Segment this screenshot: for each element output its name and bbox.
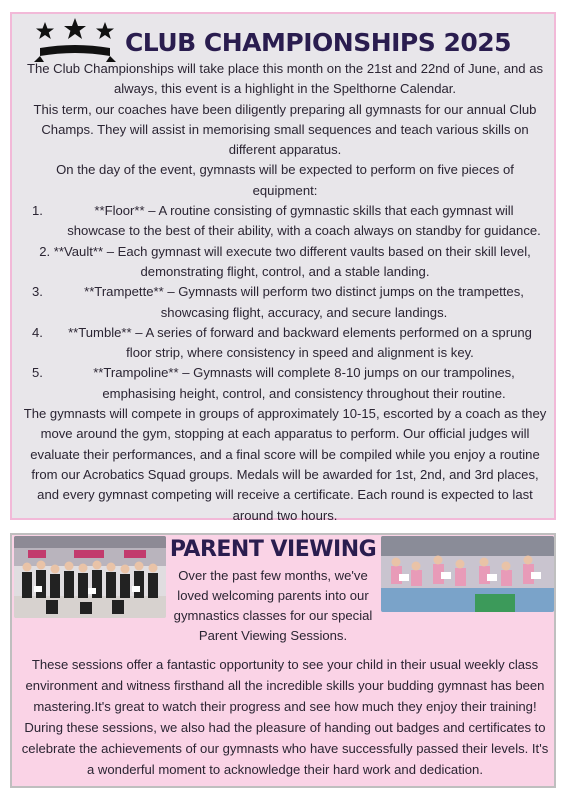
gymnasts-group-photo-image <box>14 536 166 618</box>
championships-title: CLUB CHAMPIONSHIPS 2025 <box>124 28 512 57</box>
gymnasts-group-photo <box>14 536 166 618</box>
item-number: 1. <box>32 203 43 219</box>
item-text: **Tumble** – A series of forward and backward elements performed on a sprung floor strip, where consistency in speed and alignment is key. <box>68 324 532 361</box>
equipment-item-trampette <box>22 282 548 323</box>
equipment-item-vault <box>22 242 548 283</box>
equipment-item-tumble <box>22 323 548 364</box>
parent-viewing-title: PARENT VIEWING <box>169 537 377 562</box>
item-text: **Trampoline** – Gymnasts will complete 8-10 jumps on our trampolines, emphasising height, control, and consistency throughout their routine. <box>93 365 515 401</box>
parent-viewing-body: These sessions offer a fantastic opportunity to see your child in their usual weekly class environment and witness firsthand all the incredible skills your budding gymnast has been mastering.It's great to watch their progress and see how much they enjoy their training! During these sessions, we also had the pleasure of handing out badges and certificates to celebrate the achievements of our gymnasts who have successfully passed their levels. It's a wonderful moment to acknowledge their hard work and dedication. <box>21 657 549 777</box>
parent-viewing-intro: Over the past few months, we've loved welcoming parents into our gymnastics classes for our special Parent Viewing Sessions. <box>173 568 373 643</box>
item-text: **Floor** – A routine consisting of gymnastic skills that each gymnast will showcase to the best of their ability, with a coach always on standby for guidance. <box>67 203 541 239</box>
certificates-group-photo-image <box>381 536 554 612</box>
item-number: 3. <box>32 284 43 300</box>
equipment-item-trampoline <box>22 363 548 404</box>
championships-closing: The gymnasts will compete in groups of approximately 10-15, escorted by a coach as they move around the gym, stopping at each apparatus to perform. Our official judges will evaluate their performances, and a final score will be compiled while you enjoy a routine from our Acrobatics Squad groups. Medals will be awarded for 1st, 2nd, and 3rd places, and every gymnast competing will receive a certificate. Each round is expected to last around two hours. <box>23 406 547 523</box>
certificates-group-photo <box>381 536 554 612</box>
item-text-body: **Vault** – Each gymnast will execute two different vaults based on their skill level, demonstrating flight, control, and a stable landing. <box>53 243 531 279</box>
item-text: **Trampette** – Gymnasts will perform two distinct jumps on the trampettes, showcasing flight, accuracy, and secure landings. <box>84 284 524 320</box>
item-number: 4. <box>32 324 43 340</box>
item-number: 5. <box>32 365 43 381</box>
equipment-item-floor <box>22 201 548 242</box>
championships-body <box>22 59 548 526</box>
championships-event-day: On the day of the event, gymnasts will be expected to perform on five pieces of equipment: <box>56 162 514 198</box>
parent-viewing-section <box>10 533 556 788</box>
item-number: 2. <box>39 243 51 259</box>
item-text <box>22 242 548 283</box>
championships-intro: The Club Championships will take place this month on the 21st and 22nd of June, and as always, this event is a highlight in the Spelthorne Calendar. <box>26 61 544 97</box>
club-championships-section <box>10 12 556 523</box>
championships-prep: This term, our coaches have been diligently preparing all gymnasts for our annual Club Champs. They will assist in memorising small sequences and teach various skills on different apparatus. <box>33 101 537 158</box>
